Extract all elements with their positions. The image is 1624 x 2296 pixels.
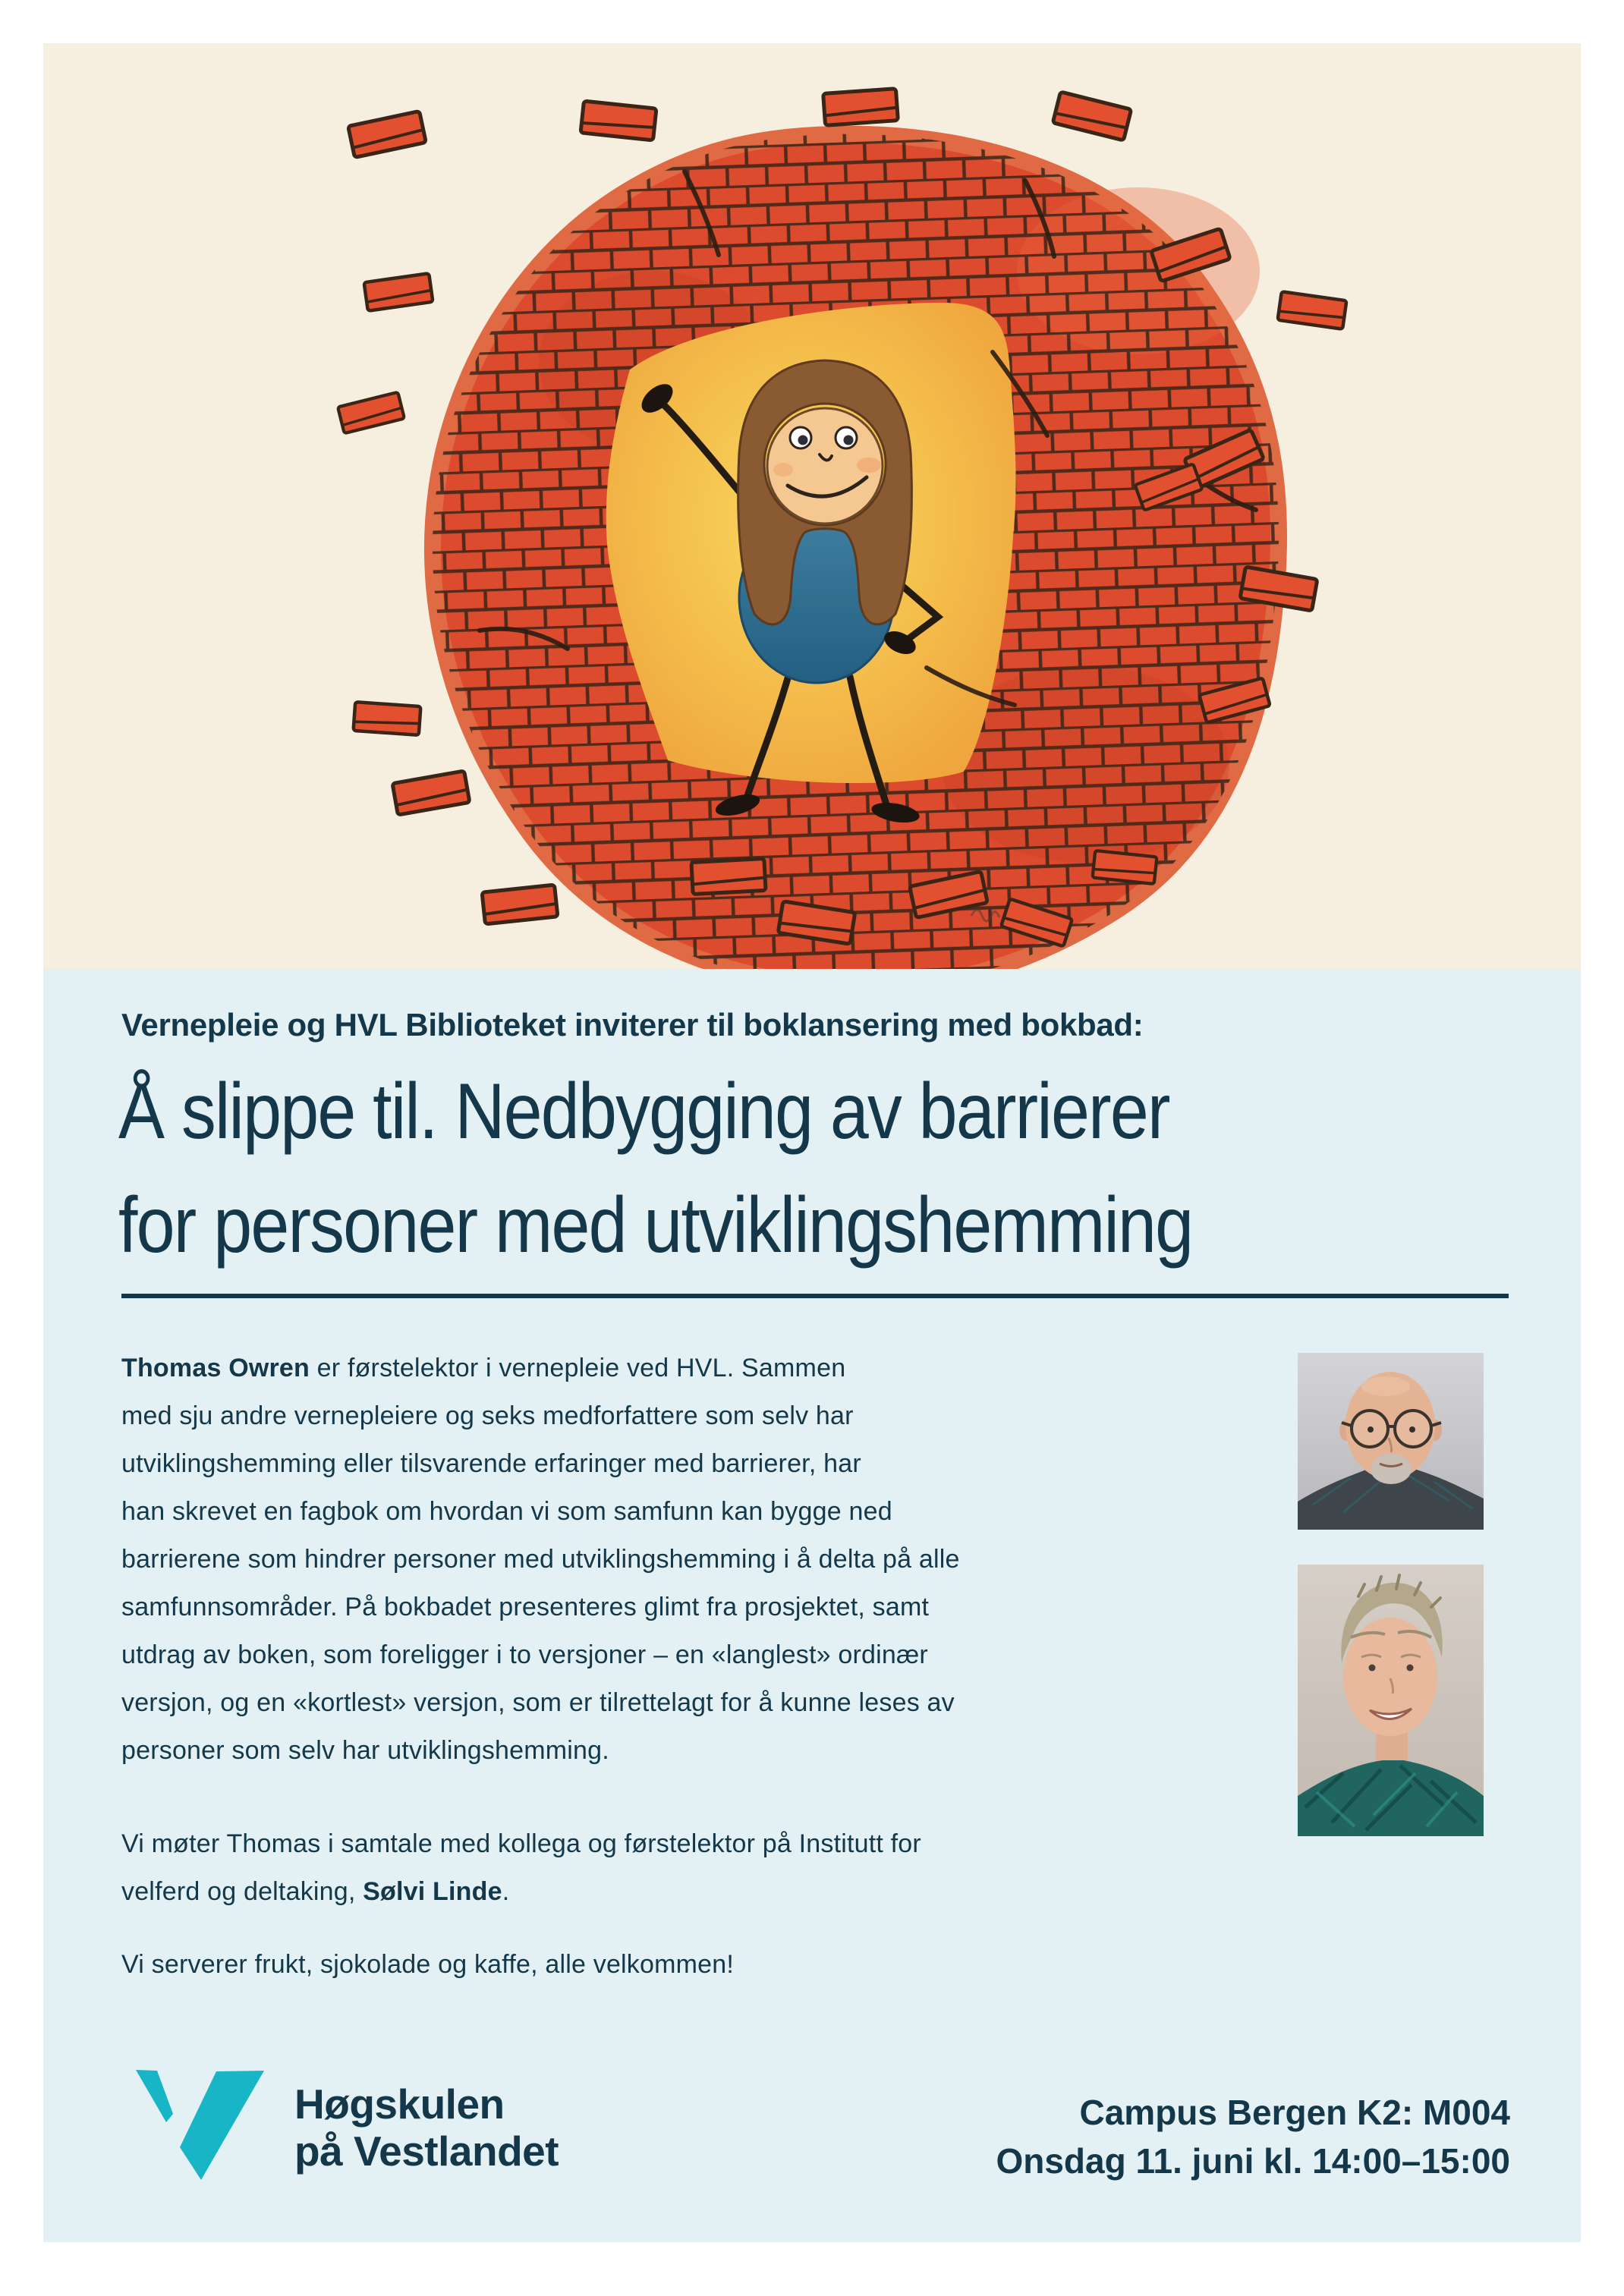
refreshments-line: Vi serverer frukt, sjokolade og kaffe, alle velkommen! bbox=[121, 1950, 735, 1979]
interviewer-name: Sølvi Linde bbox=[363, 1877, 502, 1906]
body-line: samfunnsområder. På bokbadet presenteres glimt fra prosjektet, samt bbox=[121, 1593, 930, 1621]
body-line bbox=[121, 1345, 960, 1392]
poster-title bbox=[118, 1055, 1192, 1282]
body-line: utdrag av boken, som foreligger i to versjoner – en «langlest» ordinær bbox=[121, 1640, 928, 1669]
body-line: barrierene som hindrer personer med utviklingshemming i å delta på alle bbox=[121, 1545, 960, 1574]
event-datetime: Onsdag 11. juni kl. 14:00–15:00 bbox=[996, 2141, 1510, 2181]
brick-wall-illustration-icon bbox=[288, 43, 1389, 969]
thomas-owren-photo bbox=[1298, 1353, 1484, 1530]
body-line: personer som selv har utviklingshemming. bbox=[121, 1736, 609, 1765]
event-info bbox=[759, 2088, 1510, 2185]
body-text: velferd og deltaking, bbox=[121, 1877, 364, 1906]
body-line: versjon, og en «kortlest» versjon, som er tilrettelagt for å kunne leses av bbox=[121, 1688, 955, 1717]
body-line: med sju andre vernepleiere og seks medforfattere som selv har bbox=[121, 1401, 854, 1430]
body-text: er førstelektor i vernepleie ved HVL. Sammen bbox=[310, 1354, 846, 1382]
kicker-line: Vernepleie og HVL Biblioteket inviterer til boklansering med bokbad: bbox=[121, 1007, 1144, 1043]
body-text: . bbox=[502, 1877, 510, 1906]
hvl-v-logo-icon bbox=[129, 2064, 273, 2189]
body-line: Vi møter Thomas i samtale med kollega og førstelektor på Institutt for bbox=[121, 1829, 921, 1858]
logo-wordmark bbox=[294, 2081, 559, 2175]
paragraph-2 bbox=[121, 1820, 960, 1916]
soelvi-linde-photo bbox=[1298, 1565, 1484, 1836]
body-copy bbox=[121, 1345, 960, 1989]
logo-line-2: på Vestlandet bbox=[294, 2128, 559, 2175]
author-name: Thomas Owren bbox=[121, 1354, 310, 1382]
title-line-2: for personer med utviklingshemming bbox=[118, 1181, 1193, 1269]
body-line: utviklingshemming eller tilsvarende erfaringer med barrierer, har bbox=[121, 1449, 861, 1478]
title-line-1: Å slippe til. Nedbygging av barrierer bbox=[118, 1068, 1169, 1156]
body-line bbox=[121, 1868, 960, 1916]
divider-rule bbox=[121, 1294, 1509, 1298]
logo-line-1: Høgskulen bbox=[294, 2081, 505, 2128]
body-line: han skrevet en fagbok om hvordan vi som samfunn kan bygge ned bbox=[121, 1497, 892, 1526]
event-location: Campus Bergen K2: M004 bbox=[1079, 2093, 1510, 2132]
